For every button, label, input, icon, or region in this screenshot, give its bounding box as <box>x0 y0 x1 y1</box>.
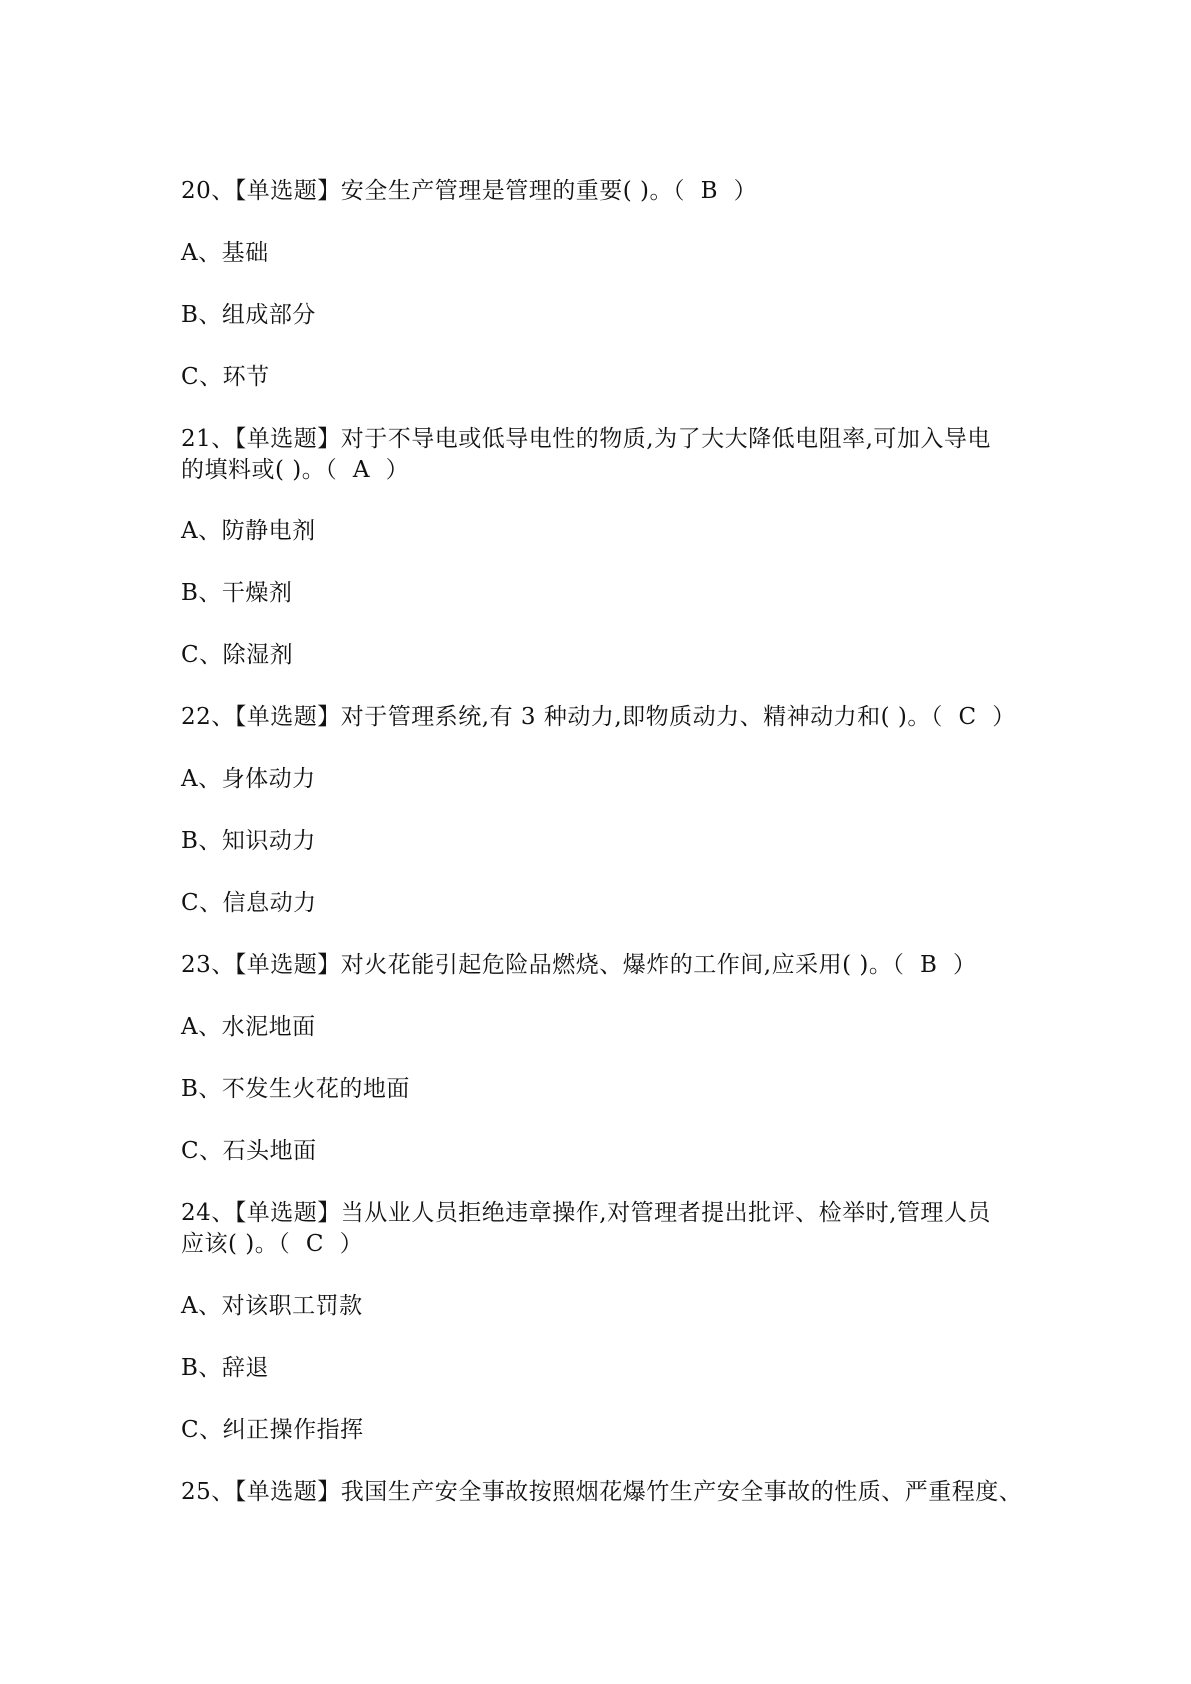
question-22-option-a: A、身体动力 <box>181 766 316 792</box>
question-23-stem: 23、【单选题】对火花能引起危险品燃烧、爆炸的工作间,应采用( )。（ B ） <box>181 952 977 978</box>
question-24-stem-line2: 应该( )。（ C ） <box>181 1231 364 1257</box>
question-20-option-b: B、组成部分 <box>181 302 316 328</box>
question-21-stem-line1: 21、【单选题】对于不导电或低导电性的物质,为了大大降低电阻率,可加入导电 <box>181 426 991 452</box>
question-24-option-b: B、辞退 <box>181 1355 269 1381</box>
question-24-stem-line1: 24、【单选题】当从业人员拒绝违章操作,对管理者提出批评、检举时,管理人员 <box>181 1200 991 1226</box>
question-25-stem: 25、【单选题】我国生产安全事故按照烟花爆竹生产安全事故的性质、严重程度、 <box>181 1479 1023 1505</box>
question-21-option-b: B、干燥剂 <box>181 580 293 606</box>
question-24-option-a: A、对该职工罚款 <box>181 1293 363 1319</box>
question-21-option-c: C、除湿剂 <box>181 642 294 668</box>
question-22-option-c: C、信息动力 <box>181 890 317 916</box>
question-20-option-c: C、环节 <box>181 364 270 390</box>
question-24-option-c: C、纠正操作指挥 <box>181 1417 364 1443</box>
question-23-option-a: A、水泥地面 <box>181 1014 316 1040</box>
question-22-option-b: B、知识动力 <box>181 828 316 854</box>
question-21-option-a: A、防静电剂 <box>181 518 316 544</box>
question-22-stem: 22、【单选题】对于管理系统,有 3 种动力,即物质动力、精神动力和( )。（ C ） <box>181 704 1016 730</box>
question-23-option-b: B、不发生火花的地面 <box>181 1076 410 1102</box>
question-23-option-c: C、石头地面 <box>181 1138 317 1164</box>
question-21-stem-line2: 的填料或( )。（ A ） <box>181 457 410 483</box>
question-20-stem: 20、【单选题】安全生产管理是管理的重要( )。（ B ） <box>181 178 758 204</box>
question-20-option-a: A、基础 <box>181 240 269 266</box>
